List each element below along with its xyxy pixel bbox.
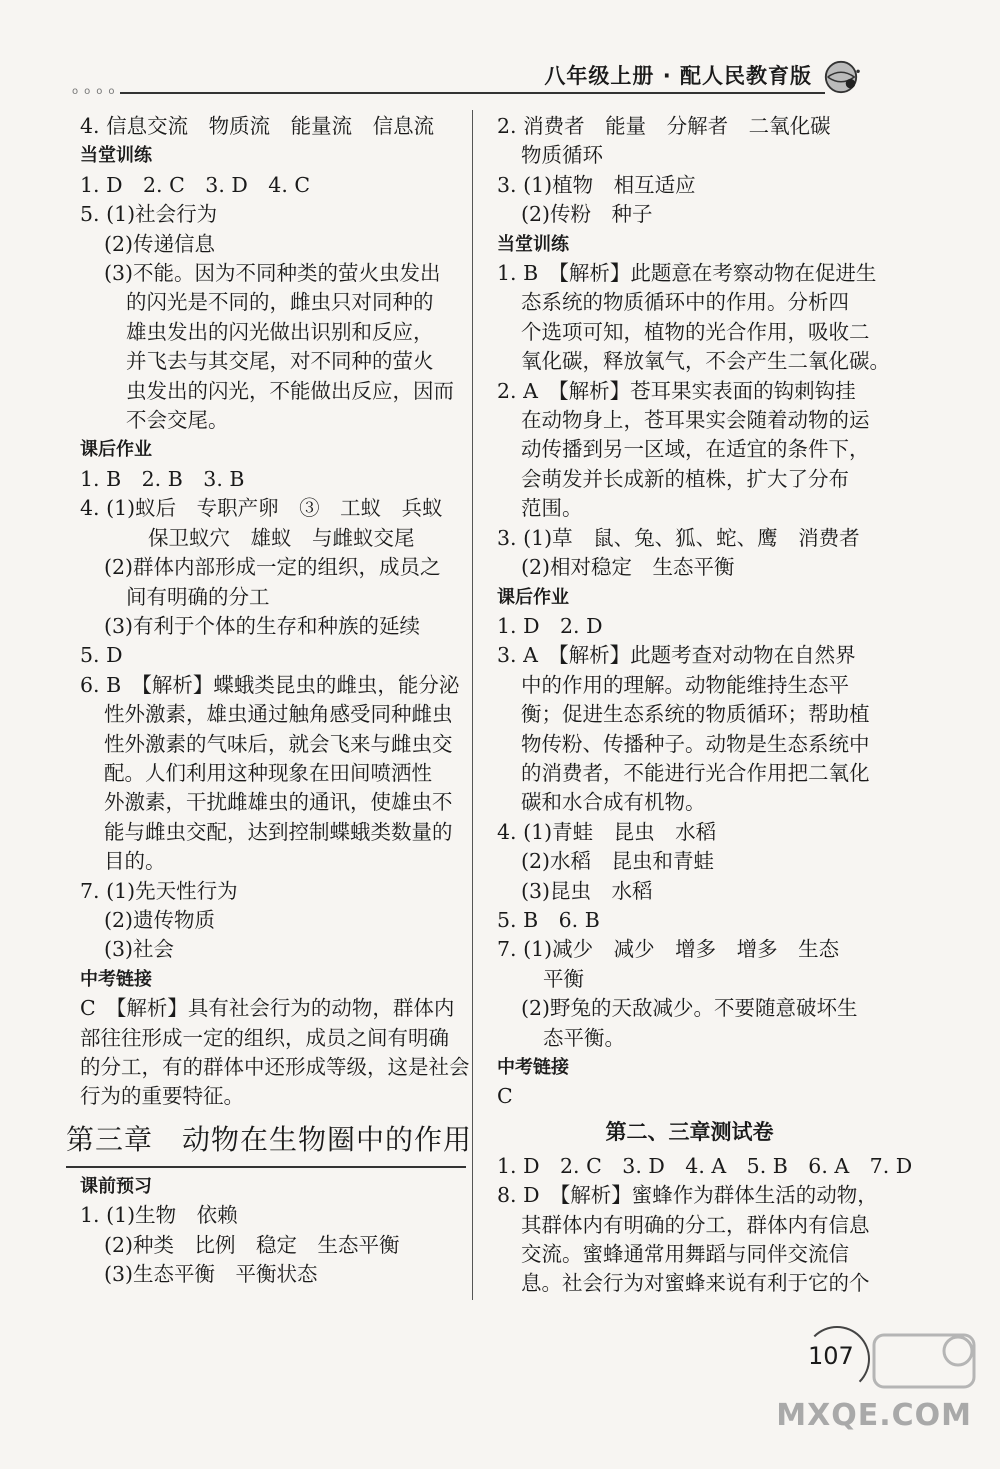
answer-line: 配。人们利用这种现象在田间喷洒性 [104, 760, 432, 785]
answer-line: 4. (1)青蛙 昆虫 水稻 [497, 819, 717, 844]
answer-line: 其群体内有明确的分工，群体内有信息 [521, 1212, 870, 1237]
answer-line: 1. B 【解析】此题意在考察动物在促进生 [497, 261, 877, 286]
answer-line: 并飞去与其交尾，对不同种的萤火 [126, 349, 434, 374]
answer-line: 范围。 [521, 496, 583, 521]
answer-line: 5. D [80, 643, 123, 668]
answer-line: 碳和水合成有机物。 [521, 790, 706, 815]
answer-line: 个选项可知，植物的光合作用，吸收二 [521, 319, 870, 344]
answer-line: (3)社会 [104, 937, 175, 962]
answer-line: 虫发出的闪光，不能做出反应，因而 [126, 378, 454, 403]
answer-line: 交流。蜜蜂通常用舞蹈与同伴交流信 [521, 1242, 849, 1267]
answer-line: 行为的重要特征。 [80, 1084, 244, 1109]
answer-line: (2)群体内部形成一定的组织，成员之 [104, 555, 441, 580]
answer-line: 7. (1)先天性行为 [80, 878, 238, 903]
answer-line: 平衡 [543, 966, 584, 991]
answer-line: 性外激素，雄虫通过触角感受同种雌虫 [104, 702, 453, 727]
globe-logo-icon [822, 58, 860, 96]
answer-line: 1. D 2. D [497, 613, 603, 638]
answer-line: 5. (1)社会行为 [80, 202, 218, 227]
test-title: 第二、三章测试卷 [605, 1119, 774, 1144]
answer-line: 的分工，有的群体中还形成等级，这是社会 [80, 1055, 470, 1079]
answer-line: 衡；促进生态系统的物质循环；帮助植 [521, 702, 870, 727]
answer-line: 目的。 [104, 849, 166, 874]
answer-line: 息。社会行为对蜜蜂来说有利于它的个 [521, 1271, 870, 1296]
watermark-stamp-icon [870, 1325, 980, 1395]
page-number: 107 [808, 1342, 854, 1370]
answer-line: 动传播到另一区域，在适宜的条件下， [521, 437, 870, 462]
answer-line: 4. 信息交流 物质流 能量流 信息流 [80, 114, 435, 138]
answer-line: 氧化碳，释放氧气，不会产生二氧化碳。 [521, 349, 890, 374]
answer-line: C [497, 1084, 513, 1109]
section-heading: 中考链接 [497, 1057, 569, 1078]
watermark-text: MXQE.COM [776, 1398, 972, 1433]
answer-line: (3)昆虫 水稻 [521, 878, 653, 903]
answer-line: (2)水稻 昆虫和青蛙 [521, 849, 715, 874]
answer-line: (3)生态平衡 平衡状态 [104, 1262, 318, 1287]
answer-line: 雄虫发出的闪光做出识别和反应， [126, 319, 434, 344]
answer-line: 1. B 2. B 3. B [80, 466, 245, 491]
answer-line: 态系统的物质循环中的作用。分析四 [521, 290, 849, 315]
header-dots: oooo [72, 86, 121, 97]
answer-line: 物传粉、传播种子。动物是生态系统中 [521, 731, 870, 756]
answer-line: (2)种类 比例 稳定 生态平衡 [104, 1232, 400, 1257]
answer-line: 性外激素的气味后，就会飞来与雌虫交 [104, 731, 453, 756]
answer-line: 态平衡。 [543, 1025, 625, 1050]
answer-line: 在动物身上，苍耳果实会随着动物的运 [521, 408, 870, 433]
section-heading: 当堂训练 [80, 145, 152, 167]
answer-line: 8. D 【解析】蜜蜂作为群体生活的动物， [497, 1183, 878, 1208]
answer-line: C 【解析】具有社会行为的动物，群体内 [80, 996, 455, 1021]
answer-line: 的消费者，不能进行光合作用把二氧化 [521, 760, 870, 785]
answer-line: 2. A 【解析】苍耳果实表面的钩刺钩挂 [497, 378, 856, 403]
answer-line: 部往往形成一定的组织，成员之间有明确 [80, 1025, 449, 1050]
answer-line: 3. A 【解析】此题考查对动物在自然界 [497, 643, 856, 668]
header-rule [120, 92, 825, 94]
answer-line: 4. (1)蚁后 专职产卵 ③ 工蚁 兵蚁 [80, 496, 443, 521]
page-header [0, 50, 1000, 100]
answer-line: 3. (1)草 鼠、兔、狐、蛇、鹰 消费者 [497, 525, 860, 550]
section-heading: 中考链接 [80, 968, 152, 990]
answer-line: 6. B 【解析】蝶蛾类昆虫的雌虫，能分泌 [80, 672, 460, 697]
answer-line: (3)有利于个体的生存和种族的延续 [104, 613, 421, 638]
answer-line: (2)传粉 种子 [521, 202, 653, 227]
answer-line: 不会交尾。 [126, 408, 229, 433]
answer-line: 2. 消费者 能量 分解者 二氧化碳 [497, 114, 831, 138]
right-column [497, 112, 913, 1299]
answer-line: 间有明确的分工 [126, 584, 270, 609]
answer-line: (3)不能。因为不同种类的萤火虫发出 [104, 261, 441, 286]
answer-line: 物质循环 [521, 143, 603, 168]
answer-line: 5. B 6. B [497, 907, 600, 932]
header-title: 八年级上册 · 配人民教育版 [544, 64, 812, 88]
answer-line: 中的作用的理解。动物能维持生态平 [521, 672, 849, 697]
answer-line: 保卫蚁穴 雄蚁 与雌蚁交尾 [148, 525, 415, 550]
chapter-rule [66, 1166, 466, 1168]
answer-line: 3. (1)植物 相互适应 [497, 172, 696, 197]
column-divider [472, 110, 473, 1300]
answer-line: 1. D 2. C 3. D 4. C [80, 172, 311, 197]
chapter-title: 第三章 动物在生物圈中的作用 [66, 1122, 473, 1156]
answer-line: 会萌发并长成新的植株，扩大了分布 [521, 466, 849, 491]
answer-line: (2)相对稳定 生态平衡 [521, 555, 735, 580]
section-heading: 课后作业 [80, 439, 152, 461]
answer-line: 外激素，干扰雌雄虫的通讯，使雄虫不 [104, 790, 453, 815]
answer-line: (2)遗传物质 [104, 907, 216, 932]
answer-line: 7. (1)减少 减少 增多 增多 生态 [497, 937, 840, 962]
answer-line: 1. (1)生物 依赖 [80, 1203, 238, 1228]
answer-line: 能与雌虫交配，达到控制蝶蛾类数量的 [104, 819, 453, 844]
section-heading: 课后作业 [497, 586, 569, 608]
section-heading: 课前预习 [80, 1175, 152, 1197]
answer-line: 1. D 2. C 3. D 4. A 5. B 6. A 7. D [497, 1153, 913, 1178]
answer-line: 的闪光是不同的，雌虫只对同种的 [126, 290, 434, 315]
section-heading: 当堂训练 [497, 233, 569, 255]
answer-line: (2)传递信息 [104, 231, 216, 256]
left-column [66, 112, 473, 1289]
answer-line: (2)野兔的天敌减少。不要随意破坏生 [521, 996, 858, 1021]
